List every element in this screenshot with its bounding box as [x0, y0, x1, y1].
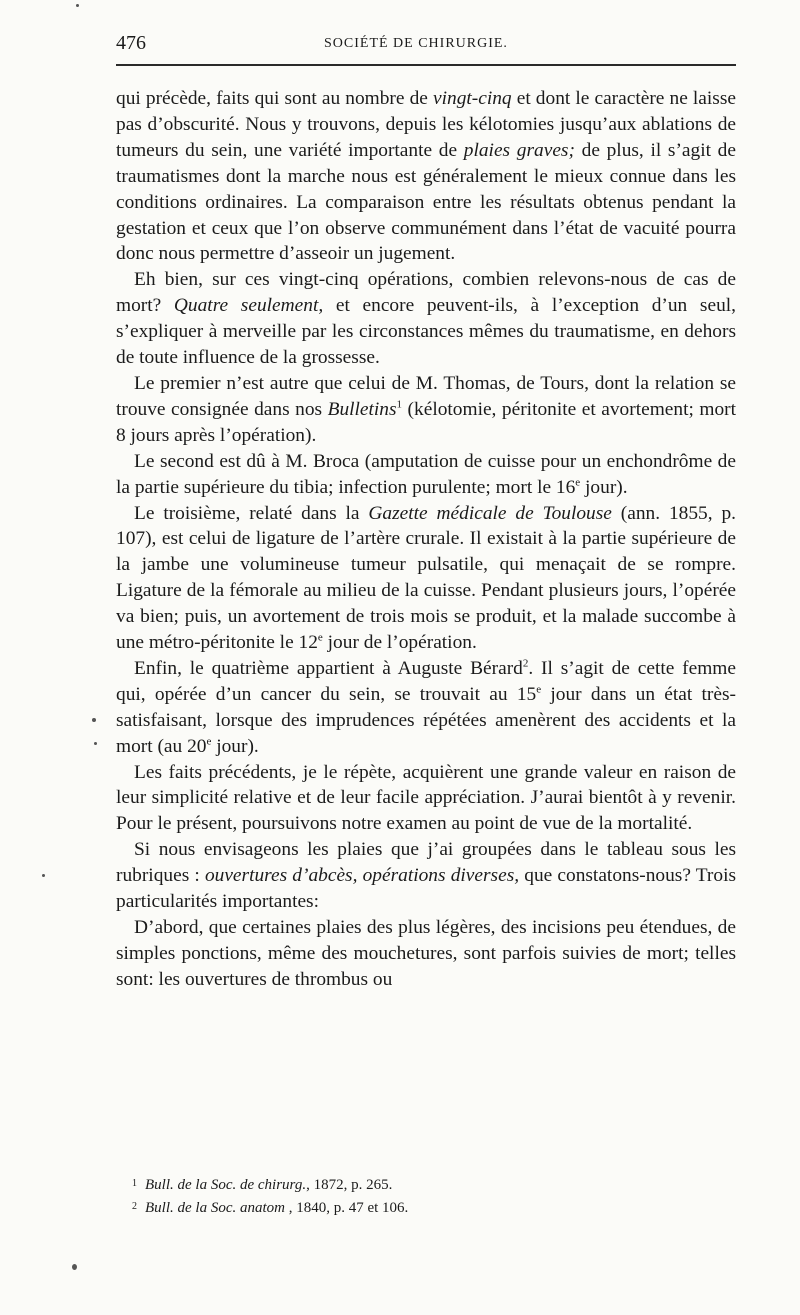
- paragraph-2: Eh bien, sur ces vingt-cinq opérations, combien relevons-nous de cas de mort? Quatre seulement, et encore peuvent-ils, à l’exception d’un seul, s’expliquer à merveille par les circonstances mêmes du traumatisme, en dehors de toute influence de la grossesse.: [116, 269, 737, 369]
- paragraph-7: Les faits précédents, je le répète, acquièrent une grande valeur en raison de leur simplicité relative et de leur facile appréciation. J’aurai bientôt à y revenir. Pour le présent, poursuivons notre examen au point de vue de la mortalité.: [116, 761, 736, 835]
- paragraph-1: qui précède, faits qui sont au nombre de vingt-cinq et dont le caractère ne laisse pas d’obscurité. Nous y trouvons, depuis les kélotomies jusqu’aux ablations de tumeurs du sein, une variété importante de plaies graves; de plus, il s’agit de traumatismes dont la marche nous est généralement le mieux connue dans les conditions ordinaires. La comparaison entre les résultats obtenus pendant la gestation et ceux que l’on observe communément dans l’état de vacuité pourra donc nous permettre d’asseoir un jugement.: [116, 88, 736, 265]
- print-speck: [72, 1264, 77, 1270]
- print-speck: [94, 742, 97, 745]
- print-speck: [42, 874, 45, 877]
- page-number: 476: [116, 32, 146, 54]
- footnote-ref-1: 1: [396, 398, 403, 411]
- paragraph-8: Si nous envisageons les plaies que j’ai groupées dans le tableau sous les rubriques : ouvertures d’abcès, opérations diverses, que constatons-nous? Trois particularités importantes:: [116, 839, 736, 913]
- print-speck: [92, 718, 96, 722]
- footnote-2: $^2$ Bull. de la Soc. anatom , 1840, p. 47 et 106.: [132, 1200, 409, 1216]
- paragraph-5: Le troisième, relaté dans la Gazette médicale de Toulouse (ann. 1855, p. 107), est celui de ligature de l’artère crurale. Il existait à la partie supérieure de la jambe une volumineuse tumeur pulsatile, qui menaçait de se rompre. Ligature de la fémorale au milieu de la cuisse. Pendant plusieurs jours, l’opérée va bien; puis, un avortement de trois mois se produit, et la malade succombe à une métro-péritonite le 12e jour de l’opération.: [116, 502, 736, 654]
- paragraph-4: Le second est dû à M. Broca (amputation de cuisse pour un enchondrôme de la partie supérieure du tibia; infection purulente; mort le 16e jour).: [116, 450, 736, 498]
- paragraph-9: D’abord, que certaines plaies des plus légères, des incisions peu étendues, de simples ponctions, même des mouchetures, sont parfois suivies de mort; telles sont: les ouvertures de thrombus ou: [116, 917, 736, 990]
- print-speck: [76, 4, 79, 7]
- footnotes: [132, 1173, 732, 1219]
- header-rule: [116, 64, 736, 66]
- running-title: SOCIÉTÉ DE CHIRURGIE.: [324, 36, 508, 51]
- footnote-ref-2: 2: [522, 657, 529, 670]
- footnote-1: $^1$ Bull. de la Soc. de chirurg., 1872, p. 265.: [132, 1177, 393, 1193]
- page-header: [116, 30, 736, 60]
- body-text: [116, 86, 736, 993]
- paragraph-3: Le premier n’est autre que celui de M. Thomas, de Tours, dont la relation se trouve consignée dans nos Bulletins$^1$ (kélotomie, péritonite et avortement; mort 8 jours après l’opération).: [116, 372, 736, 446]
- paragraph-6: Enfin, le quatrième appartient à Auguste Bérard$^2$. Il s’agit de cette femme qui, opérée d’un cancer du sein, se trouvait au 15e jour dans un état très-satisfaisant, lorsque des imprudences répétées amenèrent des accidents et la mort (au 20e jour).: [116, 657, 736, 757]
